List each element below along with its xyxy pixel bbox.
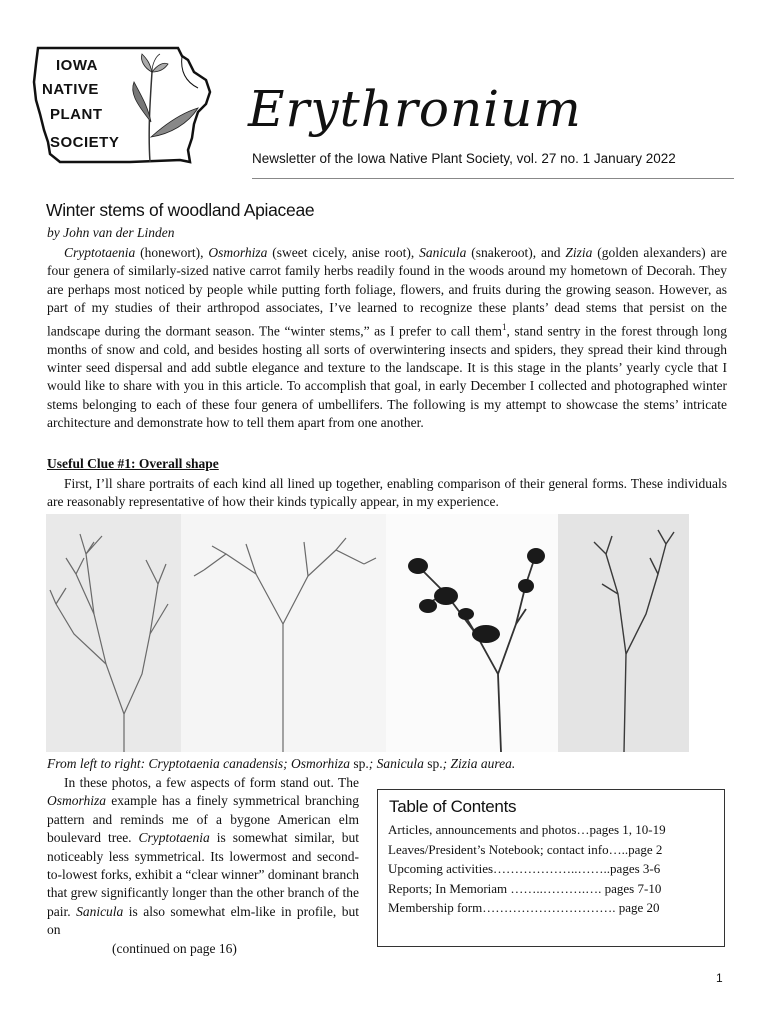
continuation-column (47, 774, 359, 958)
article-byline: by John van der Linden (47, 225, 175, 240)
logo-text-line: PLANT (50, 106, 103, 123)
toc-title: Table of Contents (389, 797, 517, 816)
photo-caption (47, 756, 515, 772)
continued-note: (continued on page 16) (112, 940, 237, 956)
winter-stems-photo (46, 514, 689, 752)
page-number: 1 (716, 971, 723, 985)
toc-item[interactable]: Upcoming activities………………..……..pages 3-6 (388, 861, 661, 876)
article-intro-paragraph: Cryptotaenia (honewort), Osmorhiza (sweet cicely, anise root), Sanicula (snakeroot), and Zizia (golden alexanders) are four genera of similarly-sized native carrot family herbs readily found in the woods around my hometown of Decorah. They are perhaps most noticed by people while putting forth foliage, flowers, and fruits during the growing season. However, as part of my studies of their arthropod associates, I’ve learned to recognize these plants’ dead stems that persist on the landscape during the dormant season. The “winter stems,” as I prefer to call them$^1$, stand sentry in the forest through long months of snow and cold, and besides hosting all sorts of overwintering insects and spiders, they spread their kind through winter seed dispersal and add subtle elegance and texture to the landscape. It is this stage in the plants’ yearly cycle that I would like to share with you in this article. To accomplish that goal, in early December I collected and photographed winter stems belonging to each of these four genera of umbellifers. The following is my attempt to showcase the stems’ intricate architecture and demonstrate how to tell them apart from one another. (47, 245, 727, 431)
logo-text-line: IOWA (56, 57, 98, 74)
toc-item[interactable]: Membership form…………………………. page 20 (388, 900, 660, 915)
photo-caption-text: From left to right: Cryptotaenia canadensis; Osmorhiza sp.; Sanicula sp.; Zizia aurea. (47, 756, 516, 771)
toc-list (388, 820, 666, 918)
toc-item[interactable]: Articles, announcements and photos…pages 1, 10-19 (388, 822, 666, 837)
toc-item[interactable]: Reports; In Memoriam ……..……….…. pages 7-10 (388, 880, 662, 896)
article-intro (47, 244, 727, 433)
newsletter-title: Erythronium (248, 80, 582, 138)
table-of-contents (377, 789, 725, 947)
toc-item[interactable]: Leaves/President’s Notebook; contact info…..page 2 (388, 841, 663, 857)
logo-text-line: NATIVE (42, 81, 99, 98)
clue-text: First, I’ll share portraits of each kind all lined up together, enabling comparison of their general forms. These individuals are reasonably representative of how their kinds typically appear, in my experience. (47, 476, 727, 510)
continuation-paragraph: In these photos, a few aspects of form stand out. The Osmorhiza example has a finely symmetrical branching pattern and reminds me of a bygone American elm boulevard tree. Cryptotaenia is somewhat similar, but noticeably less symmetrical. Its lowermost and second-to-lowest forks, exhibit a “clear winner” dominant branch that grew significantly longer than the other branch of the pair. Sanicula is also somewhat elm-like in profile, but on (47, 775, 359, 938)
clue-heading: Useful Clue #1: Overall shape (47, 456, 219, 471)
newsletter-subtitle: Newsletter of the Iowa Native Plant Society, vol. 27 no. 1 January 2022 (252, 151, 676, 166)
article-heading: Winter stems of woodland Apiaceae (46, 200, 315, 220)
logo-text-line: SOCIETY (50, 134, 120, 151)
clue-paragraph (47, 475, 727, 512)
masthead-divider (252, 178, 734, 179)
